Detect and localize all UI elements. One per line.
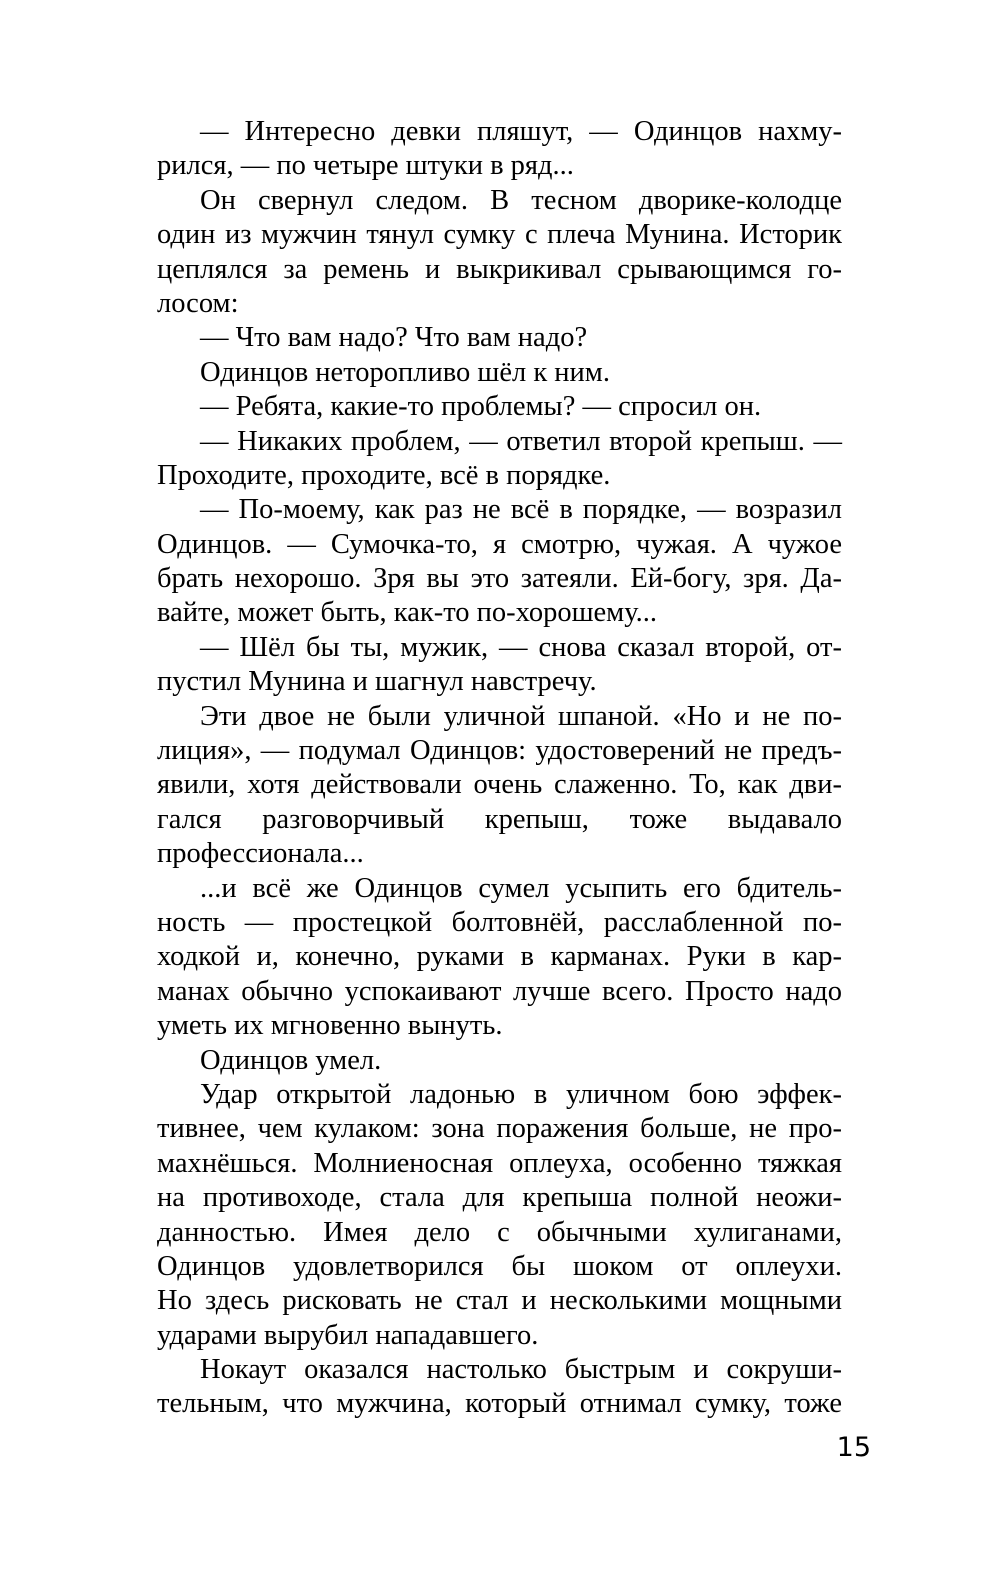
text-line: махнёшься. Молниеносная оплеуха, особенно тяжкая — [157, 1147, 842, 1179]
text-line: — Шёл бы ты, мужик, — снова сказал второй, от- — [200, 631, 842, 663]
text-line: брать нехорошо. Зря вы это затеяли. Ей-богу, зря. Да- — [157, 563, 842, 595]
text-line: ность — простецкой болтовнёй, расслабленной по- — [157, 906, 842, 938]
body-text — [157, 115, 842, 1422]
text-line: профессионала... — [157, 838, 364, 870]
text-line: пустил Мунина и шагнул навстречу. — [157, 666, 597, 698]
text-line: — Интересно девки пляшут, — Одинцов нахму- — [200, 116, 842, 147]
text-line: ударами вырубил нападавшего. — [157, 1319, 539, 1351]
text-line: уметь их мгновенно вынуть. — [157, 1010, 503, 1042]
text-line: вайте, может быть, как-то по-хорошему... — [157, 597, 657, 629]
text-line: Он свернул следом. В тесном дворике-колодце — [200, 184, 842, 216]
text-line: лиция», — подумал Одинцов: удостоверений не предъ- — [157, 735, 842, 767]
text-line: явили, хотя действовали очень слаженно. То, как дви- — [157, 769, 842, 801]
text-line: тивнее, чем кулаком: зона поражения больше, не про- — [157, 1113, 842, 1145]
text-line: Но здесь рисковать не стал и несколькими мощными — [157, 1285, 842, 1317]
text-line: ходкой и, конечно, руками в карманах. Руки в кар- — [157, 941, 842, 973]
text-line: Эти двое не были уличной шпаной. «Но и не по- — [200, 700, 842, 732]
text-line: Одинцов умел. — [200, 1044, 382, 1076]
text-line: — По-моему, как раз не всё в порядке, — возразил — [200, 494, 842, 526]
text-line: Одинцов удовлетворился бы шоком от оплеухи. — [157, 1250, 842, 1282]
text-line: — Что вам надо? Что вам надо? — [200, 322, 588, 354]
text-line: гался разговорчивый крепыш, тоже выдавало — [157, 803, 842, 835]
text-line: Удар открытой ладонью в уличном бою эффек- — [200, 1078, 842, 1110]
text-line: Одинцов. — Сумочка-то, я смотрю, чужая. А чужое — [157, 528, 842, 560]
text-line: манах обычно успокаивают лучше всего. Просто надо — [157, 975, 842, 1007]
text-line: один из мужчин тянул сумку с плеча Мунина. Историк — [157, 219, 842, 251]
text-line: Проходите, проходите, всё в порядке. — [157, 459, 611, 491]
page-number: 15 — [836, 1432, 871, 1463]
text-line: лосом: — [157, 287, 239, 319]
text-line: тельным, что мужчина, который отнимал сумку, тоже — [157, 1388, 842, 1420]
text-line: — Ребята, какие-то проблемы? — спросил он. — [200, 391, 762, 423]
text-line: — Никаких проблем, — ответил второй крепыш. — — [200, 425, 842, 457]
text-line: ...и всё же Одинцов сумел усыпить его бдитель- — [200, 872, 842, 904]
text-line: данностью. Имея дело с обычными хулиганами, — [157, 1216, 842, 1248]
text-line: Одинцов неторопливо шёл к ним. — [200, 356, 610, 388]
text-line: рился, — по четыре штуки в ряд... — [157, 150, 574, 182]
text-line: на противоходе, стала для крепыша полной неожи- — [157, 1182, 842, 1214]
text-line: Нокаут оказался настолько быстрым и сокруши- — [200, 1354, 842, 1386]
text-line: цеплялся за ремень и выкрикивал срывающимся го- — [157, 253, 842, 285]
